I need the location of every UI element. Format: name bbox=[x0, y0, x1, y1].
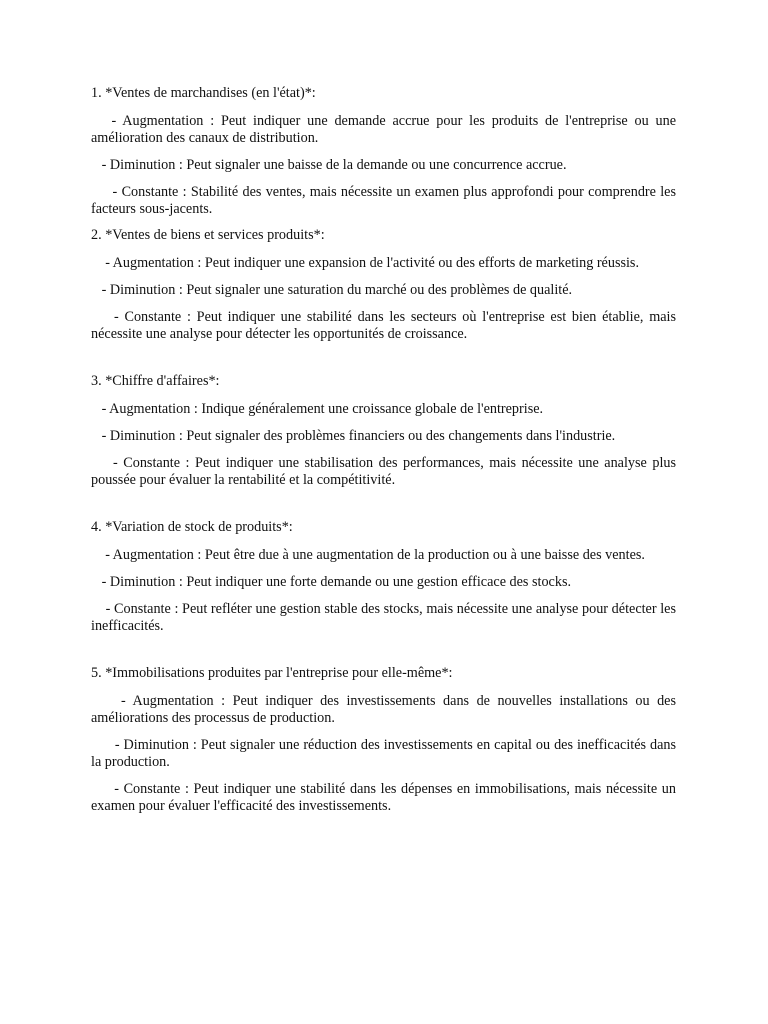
section-heading: 5. *Immobilisations produites par l'entreprise pour elle-même*: bbox=[91, 665, 453, 681]
item-diminution: - Diminution : Peut indiquer une forte demande ou une gestion efficace des stocks. bbox=[91, 574, 572, 590]
section-variation-stock bbox=[91, 519, 680, 635]
section-ventes-marchandises bbox=[91, 85, 680, 218]
item-augmentation: - Augmentation : Peut indiquer des investissements dans de nouvelles installations ou des améliorations des processus de production. bbox=[91, 693, 680, 726]
item-constante: - Constante : Peut refléter une gestion stable des stocks, mais nécessite une analyse pour détecter les inefficacités. bbox=[91, 601, 680, 634]
item-augmentation: - Augmentation : Peut indiquer une expansion de l'activité ou des efforts de marketing réussis. bbox=[91, 255, 639, 271]
item-constante: - Constante : Peut indiquer une stabilité dans les secteurs où l'entreprise est bien établie, mais nécessite une analyse pour détecter les opportunités de croissance. bbox=[91, 309, 680, 342]
section-heading: 3. *Chiffre d'affaires*: bbox=[91, 373, 220, 389]
item-diminution: - Diminution : Peut signaler des problèmes financiers ou des changements dans l'industrie. bbox=[91, 428, 616, 444]
item-augmentation: - Augmentation : Peut indiquer une demande accrue pour les produits de l'entreprise ou une amélioration des canaux de distribution. bbox=[91, 113, 680, 146]
section-chiffre-affaires bbox=[91, 373, 680, 489]
section-heading: 4. *Variation de stock de produits*: bbox=[91, 519, 293, 535]
item-constante: - Constante : Stabilité des ventes, mais nécessite un examen plus approfondi pour comprendre les facteurs sous-jacents. bbox=[91, 184, 680, 217]
item-diminution: - Diminution : Peut signaler une baisse de la demande ou une concurrence accrue. bbox=[91, 157, 567, 173]
item-diminution: - Diminution : Peut signaler une saturation du marché ou des problèmes de qualité. bbox=[91, 282, 573, 298]
item-augmentation: - Augmentation : Indique généralement une croissance globale de l'entreprise. bbox=[91, 401, 544, 417]
item-diminution: - Diminution : Peut signaler une réduction des investissements en capital ou des inefficacités dans la production. bbox=[91, 737, 680, 770]
section-immobilisations bbox=[91, 665, 680, 815]
item-augmentation: - Augmentation : Peut être due à une augmentation de la production ou à une baisse des ventes. bbox=[91, 547, 645, 563]
item-constante: - Constante : Peut indiquer une stabilisation des performances, mais nécessite une analyse plus poussée pour évaluer la rentabilité et la compétitivité. bbox=[91, 455, 680, 488]
section-ventes-biens-services bbox=[91, 227, 680, 343]
section-heading: 2. *Ventes de biens et services produits*: bbox=[91, 227, 325, 243]
item-constante: - Constante : Peut indiquer une stabilité dans les dépenses en immobilisations, mais nécessite un examen pour évaluer l'efficacité des investissements. bbox=[91, 781, 680, 814]
section-heading: 1. *Ventes de marchandises (en l'état)*: bbox=[91, 85, 316, 101]
